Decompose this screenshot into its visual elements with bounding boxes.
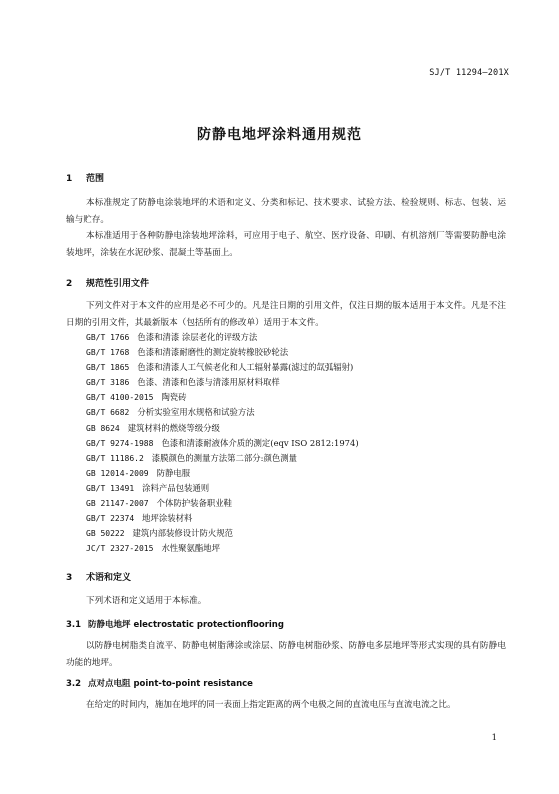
standard-code: SJ/T 11294—201X <box>429 68 509 78</box>
reference-code: JC/T 2327-2015 <box>86 544 154 554</box>
reference-code: GB/T 22374 <box>86 514 135 524</box>
reference-item <box>86 330 359 345</box>
reference-name: 地坪涂装材料 <box>142 513 193 524</box>
reference-code: GB/T 1865 <box>86 363 130 373</box>
reference-name: 分析实验室用水规格和试验方法 <box>137 407 255 418</box>
term-title: 点对点电阻 point-to-point resistance <box>88 679 253 689</box>
reference-name: 色漆和清漆 涂层老化的评级方法 <box>137 332 258 342</box>
reference-name: 色漆和清漆人工气候老化和人工辐射暴露(滤过的氙弧辐射) <box>137 362 354 373</box>
section-title: 术语和定义 <box>86 573 132 583</box>
term-heading-3-1 <box>66 618 284 630</box>
section-number: 3 <box>66 573 73 583</box>
section-title: 规范性引用文件 <box>86 279 150 289</box>
reference-code: GB/T 6682 <box>86 408 130 418</box>
reference-name: 水性聚氨酯地坪 <box>161 543 221 554</box>
section-number: 2 <box>66 279 73 289</box>
reference-item <box>86 451 359 466</box>
reference-code: GB 50222 <box>86 529 125 539</box>
reference-item <box>86 541 359 556</box>
reference-name: 陶瓷砖 <box>161 392 187 403</box>
section-title: 范围 <box>86 174 105 184</box>
reference-item <box>86 390 359 405</box>
scope-paragraph-2: 本标准适用于各种防静电涂装地坪涂料，可应用于电子、航空、医疗设备、印刷、有机溶剂厂等需要防静电涂装地坪，涂装在水泥砂浆、混凝土等基面上。 <box>66 231 506 258</box>
reference-code: GB/T 11186.2 <box>86 453 144 463</box>
reference-name: 色漆和清漆耐磨性的测定旋转橡胶砂轮法 <box>137 347 289 358</box>
terms-intro-paragraph: 下列术语和定义适用于本标准。 <box>86 596 207 606</box>
section-heading-normative-references <box>66 276 149 289</box>
section-heading-terms <box>66 570 131 583</box>
reference-code: GB/T 1768 <box>86 348 130 358</box>
page-title: 防静电地坪涂料通用规范 <box>197 127 362 143</box>
reference-item <box>86 375 359 390</box>
reference-item <box>86 466 359 481</box>
reference-item <box>86 436 359 451</box>
reference-item <box>86 345 359 360</box>
term-number: 3.2 <box>66 679 82 689</box>
term-definition-3-1: 以防静电树脂类自流平、防静电树脂薄涂或涂层、防静电树脂砂浆、防静电多层地坪等形式实现的具有防静电功能的地坪。 <box>66 641 506 668</box>
reference-item <box>86 421 359 436</box>
reference-name: 色漆和清漆耐液体介质的测定(eqv ISO 2812:1974) <box>161 437 359 448</box>
reference-item <box>86 405 359 420</box>
scope-paragraph-1: 本标准规定了防静电涂装地坪的术语和定义、分类和标记、技术要求、试验方法、检验规则、标志、包装、运输与贮存。 <box>66 198 506 225</box>
references-intro-paragraph: 下列文件对于本文件的应用是必不可少的。凡是注日期的引用文件，仅注日期的版本适用于本文件。凡是不注日期的引用文件，其最新版本（包括所有的修改单）适用于本文件。 <box>66 301 506 328</box>
reference-item <box>86 526 359 541</box>
reference-name: 个体防护装备职业鞋 <box>156 498 232 509</box>
reference-code: GB/T 3186 <box>86 378 130 388</box>
reference-name: 色漆、清漆和色漆与清漆用原材料取样 <box>137 377 280 388</box>
term-heading-3-2 <box>66 677 253 689</box>
reference-item <box>86 360 359 375</box>
reference-code: GB/T 4100-2015 <box>86 393 154 403</box>
reference-name: 涂料产品包装通则 <box>142 482 210 493</box>
term-title: 防静电地坪 electrostatic protectionflooring <box>88 620 284 630</box>
term-number: 3.1 <box>66 620 82 630</box>
reference-name: 建筑材料的燃烧等级分级 <box>127 422 220 433</box>
reference-list <box>86 330 359 556</box>
section-number: 1 <box>66 174 73 184</box>
reference-code: GB/T 13491 <box>86 483 135 493</box>
reference-code: GB 12014-2009 <box>86 468 149 478</box>
reference-code: GB 8624 <box>86 423 120 433</box>
reference-item <box>86 496 359 511</box>
page-number: 1 <box>491 733 497 743</box>
reference-item <box>86 511 359 526</box>
reference-item <box>86 481 359 496</box>
reference-name: 防静电服 <box>156 467 191 478</box>
reference-name: 建筑内部装修设计防火规范 <box>132 528 234 539</box>
reference-code: GB/T 9274-1988 <box>86 438 154 448</box>
section-heading-scope <box>66 171 104 184</box>
reference-name: 漆膜颜色的测量方法第二部分:颜色测量 <box>151 452 297 463</box>
term-definition-3-2: 在给定的时间内，施加在地坪的同一表面上指定距离的两个电极之间的直流电压与直流电流之比。 <box>86 700 456 710</box>
reference-code: GB/T 1766 <box>86 333 130 342</box>
reference-code: GB 21147-2007 <box>86 499 149 509</box>
